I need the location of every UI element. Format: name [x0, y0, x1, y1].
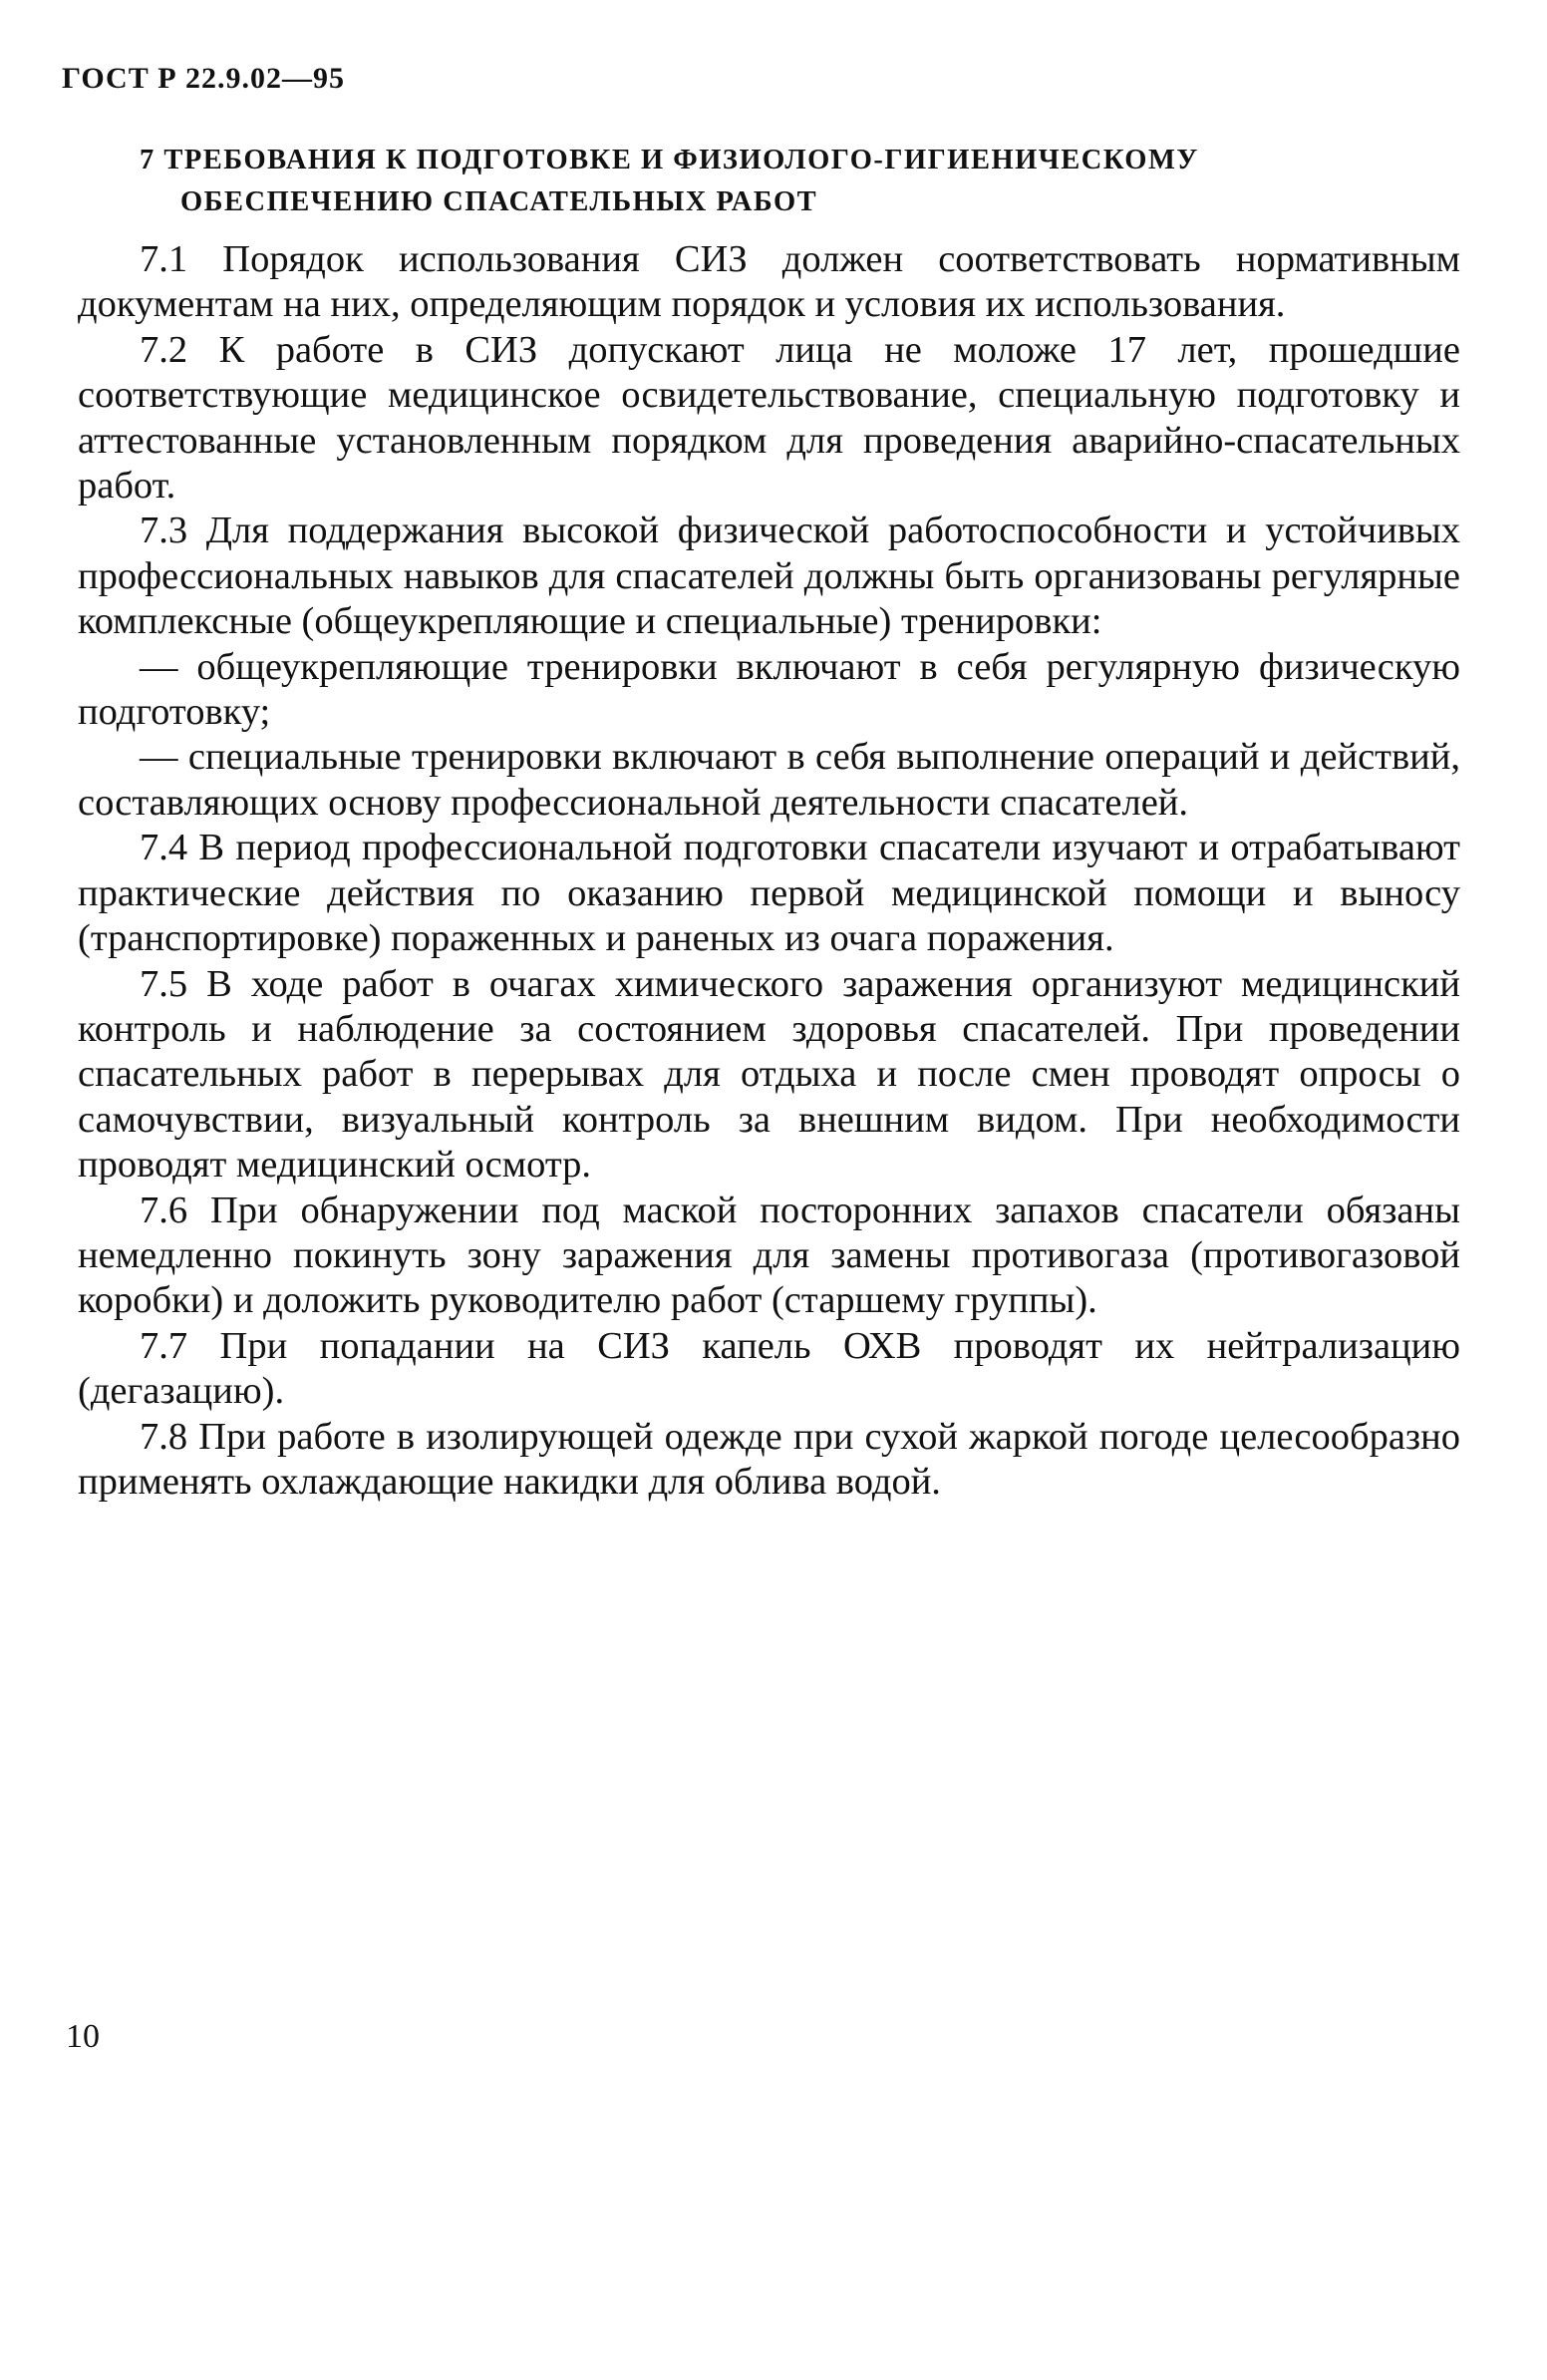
body-text	[78, 237, 1460, 1505]
section-title-line-2: ОБЕСПЕЧЕНИЮ СПАСАТЕЛЬНЫХ РАБОТ	[180, 186, 818, 217]
paragraph-7-6: 7.6 При обнаружении под маской посторонних запахов спасатели обязаны немедленно покинуть зону заражения для замены противогаза (противогазовой коробки) и доложить руководителю работ (старшему группы).	[78, 1189, 1460, 1322]
section-title-line-1: 7 ТРЕБОВАНИЯ К ПОДГОТОВКЕ И ФИЗИОЛОГО-ГИГИЕНИЧЕСКОМУ	[140, 145, 1199, 175]
paragraph-7-8: 7.8 При работе в изолирующей одежде при сухой жаркой погоде целесообразно применять охлаждающие накидки для облива водой.	[78, 1415, 1460, 1503]
paragraph-7-7: 7.7 При попадании на СИЗ капель ОХВ проводят их нейтрализацию (дегазацию).	[78, 1324, 1460, 1413]
paragraph-7-2: 7.2 К работе в СИЗ допускают лица не моложе 17 лет, прошедшие соответствующие медицинское освидетельствование, специальную подготовку и аттестованные установленным порядком для проведения аварийно-спасательных работ.	[78, 328, 1460, 508]
paragraph-7-3: 7.3 Для поддержания высокой физической работоспособности и устойчивых профессиональных навыков для спасателей должны быть организованы регулярные комплексные (общеукрепляющие и специальные) тренировки:	[78, 510, 1460, 643]
page-number: 10	[66, 2018, 100, 2055]
running-head: ГОСТ Р 22.9.02—95	[62, 62, 346, 95]
paragraph-7-5: 7.5 В ходе работ в очагах химического заражения организуют медицинский контроль и наблюдение за состоянием здоровья спасателей. При проведении спасательных работ в перерывах для отдыха и после смен проводят опросы о самочувствии, визуальный контроль за внешним видом. При необходимости проводят медицинский осмотр.	[78, 962, 1460, 1187]
paragraph-7-1: 7.1 Порядок использования СИЗ должен соответствовать нормативным документам на них, определяющим порядок и условия их использования.	[78, 238, 1460, 326]
section-title	[140, 140, 1435, 223]
paragraph-7-4: 7.4 В период профессиональной подготовки спасатели изучают и отрабатывают практические действия по оказанию первой медицинской помощи и выносу (транспортировке) пораженных и раненых из очага поражения.	[78, 827, 1460, 960]
list-item-general-training: — общеукрепляющие тренировки включают в себя регулярную физическую подготовку;	[78, 645, 1460, 734]
list-item-special-training: — специальные тренировки включают в себя выполнение операций и действий, составляющих основу профессиональной деятельности спасателей.	[78, 736, 1460, 824]
